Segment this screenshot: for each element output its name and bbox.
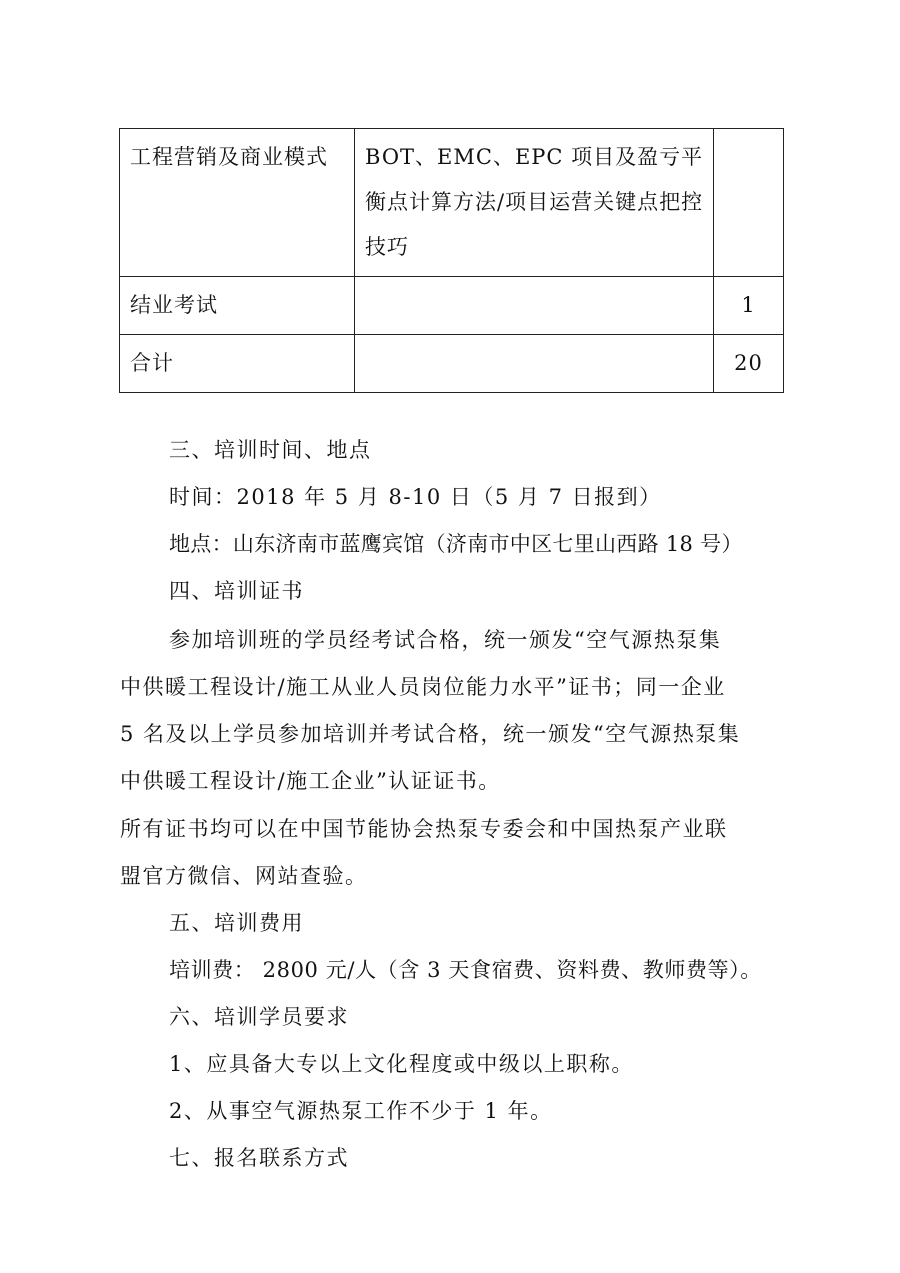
requirement-item: 1、应具备大专以上文化程度或中级以上职称。 (169, 1052, 634, 1076)
paragraph-line: 5 名及以上学员参加培训并考试合格，统一颁发“空气源热泵集 (120, 722, 741, 746)
section-heading: 六、培训学员要求 (169, 1005, 349, 1029)
table-row (120, 277, 784, 335)
paragraph-line: 中供暖工程设计/施工从业人员岗位能力水平”证书；同一企业 (120, 675, 726, 699)
table-row (120, 129, 784, 277)
section-heading: 七、报名联系方式 (169, 1146, 349, 1170)
topic-cell: 结业考试 (120, 277, 355, 335)
content-cell (355, 277, 714, 335)
topic-cell: 工程营销及商业模式 (120, 129, 355, 277)
paragraph-line: 盟官方微信、网站查验。 (120, 864, 368, 888)
section-heading: 五、培训费用 (169, 911, 304, 935)
section-heading: 四、培训证书 (169, 579, 304, 603)
section-heading: 三、培训时间、地点 (169, 438, 372, 462)
course-table (119, 128, 784, 393)
training-fee: 培训费： 2800 元/人（含 3 天食宿费、资料费、教师费等）。 (169, 958, 762, 982)
hours-cell: 1 (714, 277, 784, 335)
content-cell (355, 335, 714, 393)
topic-cell: 合计 (120, 335, 355, 393)
table-row (120, 335, 784, 393)
paragraph-line: 所有证书均可以在中国节能协会热泵专委会和中国热泵产业联 (120, 817, 728, 841)
hours-cell (714, 129, 784, 277)
requirement-item: 2、从事空气源热泵工作不少于 1 年。 (169, 1099, 553, 1123)
content-cell: BOT、EMC、EPC 项目及盈亏平衡点计算方法/项目运营关键点把控技巧 (355, 129, 714, 277)
training-time: 时间：2018 年 5 月 8-10 日（5 月 7 日报到） (169, 485, 662, 509)
paragraph-line: 中供暖工程设计/施工企业”认证证书。 (120, 769, 501, 793)
training-place: 地点：山东济南市蓝鹰宾馆（济南市中区七里山西路 18 号） (169, 532, 743, 556)
hours-cell: 20 (714, 335, 784, 393)
paragraph-line: 参加培训班的学员经考试合格，统一颁发“空气源热泵集 (169, 628, 722, 652)
